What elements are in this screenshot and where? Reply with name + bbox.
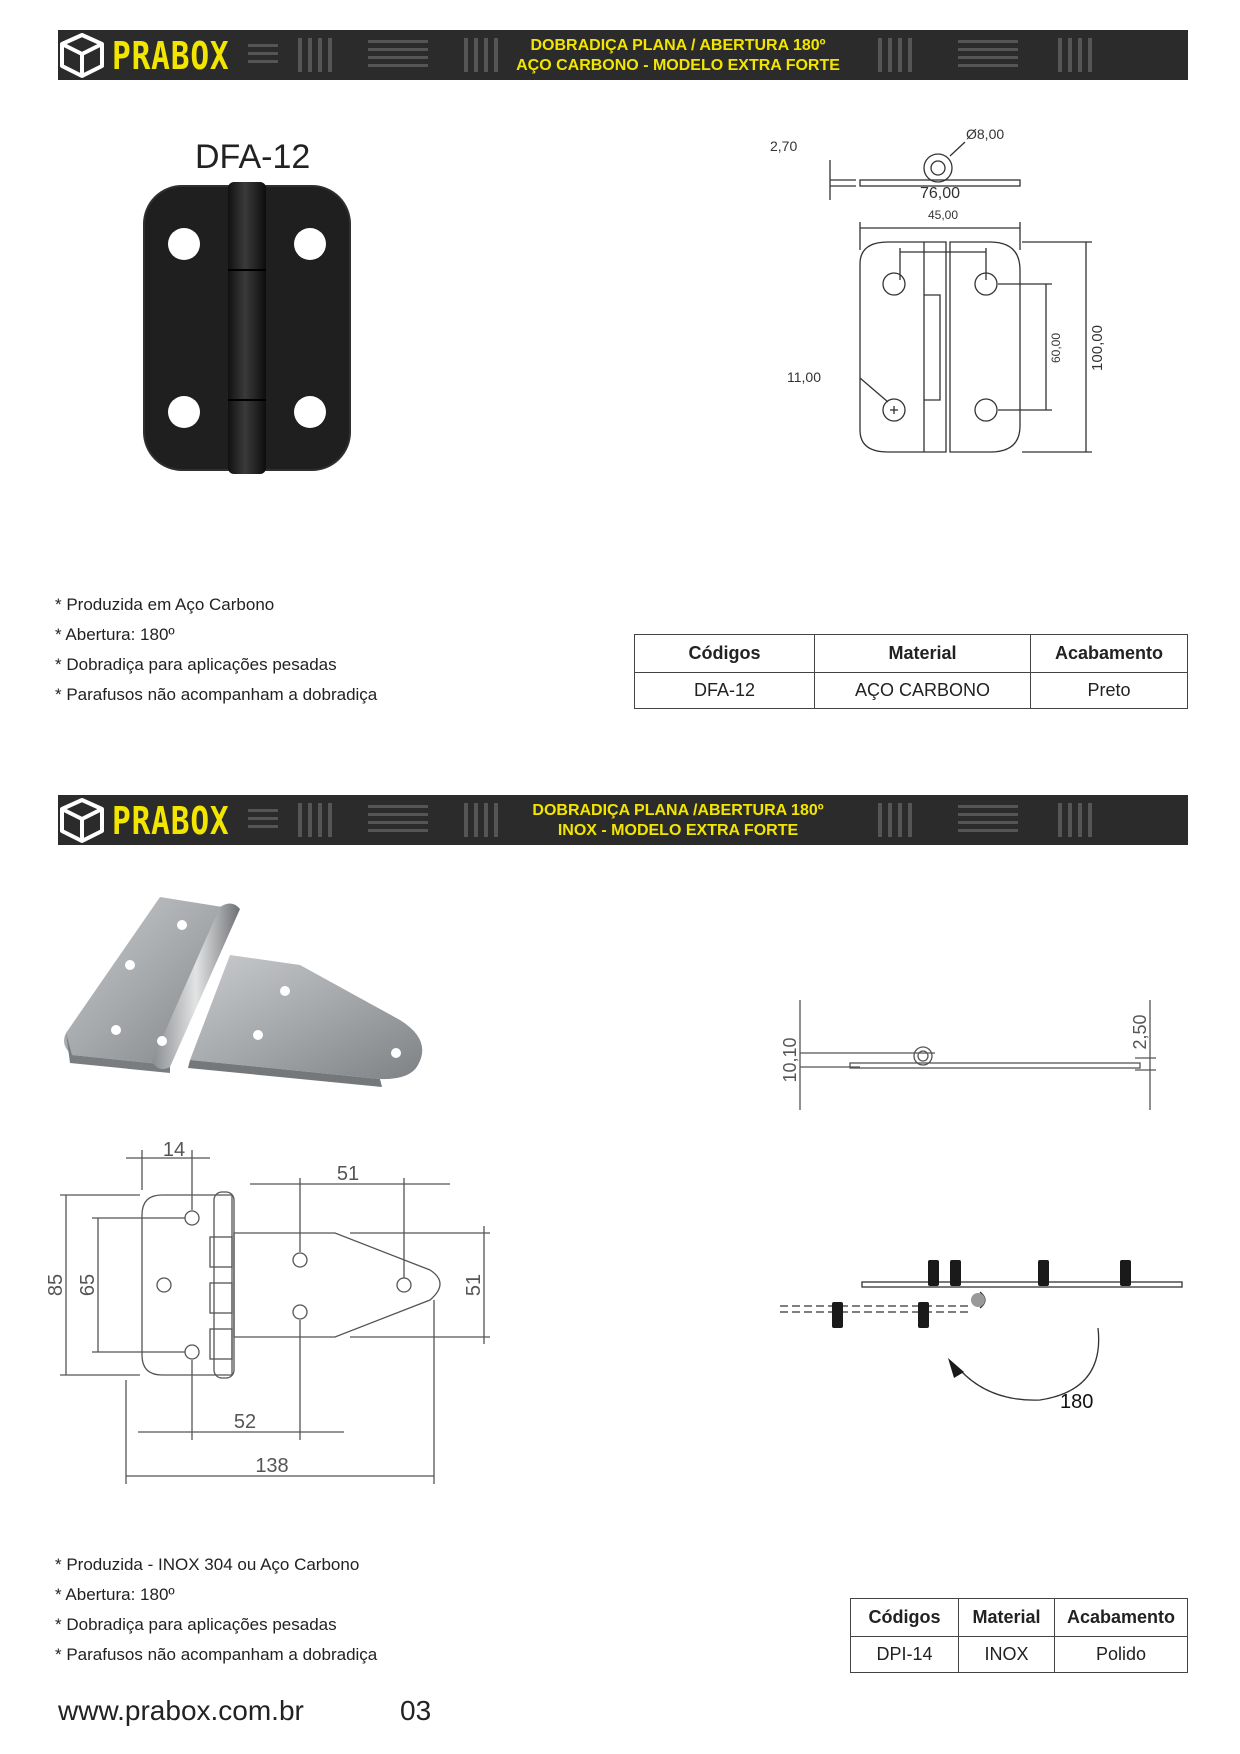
section2-banner (58, 795, 1188, 845)
front-view-drawing (45, 1139, 510, 1480)
cube-icon (58, 32, 106, 78)
feature-item: * Produzida em Aço Carbono (55, 595, 275, 614)
page-number: 03 (400, 1695, 432, 1726)
banner-title (488, 801, 868, 841)
dim-width: 76,00 (919, 185, 961, 202)
opening-angle-drawing (770, 1240, 1190, 1420)
table-cell-material: INOX (959, 1637, 1055, 1673)
table-header-material: Material (959, 1599, 1055, 1637)
banner-title-line2: AÇO CARBONO - MODELO EXTRA FORTE (516, 57, 840, 74)
dim-14: 14 (162, 1139, 186, 1161)
table-header-material: Material (815, 635, 1031, 673)
dim-hole-spacing-h: 45,00 (927, 208, 959, 222)
dim-side-thickness: 2,50 (1130, 1014, 1150, 1050)
banner-title-line1: DOBRADIÇA PLANA /ABERTURA 180º (532, 802, 824, 819)
product-code: DFA-12 (195, 138, 311, 176)
table-cell-code: DFA-12 (635, 673, 815, 709)
feature-item: * Produzida - INOX 304 ou Aço Carbono (55, 1555, 360, 1574)
features-list-section1 (55, 590, 377, 710)
hinge-photo-stainless (60, 895, 500, 1105)
section1-banner (58, 30, 1188, 80)
spec-table-section2 (850, 1598, 1188, 1673)
dim-height: 100,00 (1089, 325, 1106, 371)
dim-138: 138 (255, 1455, 289, 1477)
feature-item: * Parafusos não acompanham a dobradiça (55, 1645, 378, 1664)
table-cell-finish: Preto (1031, 673, 1188, 709)
feature-item: * Dobradiça para aplicações pesadas (55, 655, 337, 674)
table-cell-code: DPI-14 (851, 1637, 959, 1673)
banner-title-line1: DOBRADIÇA PLANA / ABERTURA 180º (530, 37, 826, 54)
dim-51-top: 51 (336, 1163, 360, 1185)
cube-icon (58, 797, 106, 843)
opening-angle-label: 180 (1060, 1391, 1094, 1413)
table-cell-material: AÇO CARBONO (815, 673, 1031, 709)
table-row (635, 673, 1188, 709)
dim-hole-diameter: 11,00 (787, 369, 821, 385)
table-cell-finish: Polido (1055, 1637, 1188, 1673)
technical-drawing-dfa12 (770, 126, 1130, 530)
features-list-section2 (55, 1550, 377, 1670)
brand-logo-text: PRABOX (112, 799, 230, 843)
feature-item: * Parafusos não acompanham a dobradiça (55, 685, 378, 704)
hinge-photo-black (138, 180, 358, 480)
table-header-codigos: Códigos (635, 635, 815, 673)
table-row (851, 1637, 1188, 1673)
banner-title-line2: INOX - MODELO EXTRA FORTE (557, 822, 799, 839)
dim-65: 65 (77, 1273, 99, 1297)
feature-item: * Dobradiça para aplicações pesadas (55, 1615, 337, 1634)
table-header-codigos: Códigos (851, 1599, 959, 1637)
dim-52: 52 (233, 1411, 257, 1433)
dim-thickness: 2,70 (770, 138, 798, 154)
table-header-acabamento: Acabamento (1031, 635, 1188, 673)
feature-item: * Abertura: 180º (55, 1585, 175, 1604)
side-view-drawing (780, 1000, 1170, 1120)
dim-85: 85 (45, 1273, 67, 1297)
dim-pin-diameter: Ø8,00 (966, 126, 1005, 142)
spec-table-section1 (634, 634, 1188, 709)
dim-side-height: 10,10 (780, 1037, 800, 1083)
feature-item: * Abertura: 180º (55, 625, 175, 644)
dim-51-right: 51 (463, 1273, 485, 1297)
brand-logo-text: PRABOX (112, 34, 230, 78)
footer-website: www.prabox.com.br (58, 1695, 304, 1726)
banner-title (488, 36, 868, 76)
dim-hole-spacing-v: 60,00 (1049, 332, 1063, 364)
table-header-acabamento: Acabamento (1055, 1599, 1188, 1637)
